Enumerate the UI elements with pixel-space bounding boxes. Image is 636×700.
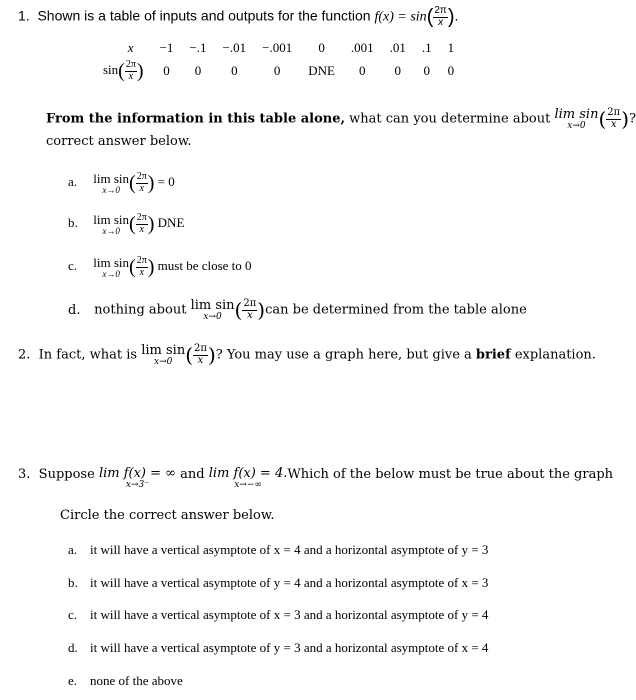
table-cell: 1 bbox=[447, 40, 455, 55]
table-cell: .001 bbox=[350, 40, 374, 55]
q1-question-line2: correct answer below. bbox=[46, 134, 192, 149]
table-cell: 0 bbox=[423, 63, 431, 78]
q2-lim: lim sin x→0 bbox=[141, 343, 186, 367]
table-cell: 0 bbox=[394, 63, 402, 78]
q3-number: 3. bbox=[18, 467, 31, 482]
table-cell: −1 bbox=[159, 40, 174, 55]
q3-line: 3. Suppose lim f(x) = ∞ x→3⁻ and lim f(x) = 4. x→−∞ Which of the below must be true about the graph bbox=[18, 466, 614, 490]
table-cell: −.001 bbox=[262, 40, 293, 55]
q1-option-d[interactable]: d. nothing about lim sin x→0 ( $\frac{2\pi}{x}$ )can be determined from the table alone bbox=[68, 298, 527, 322]
table-cell: .1 bbox=[421, 40, 432, 55]
q2-line: 2. In fact, what is lim sin x→0 ( $\frac{2\pi}{x}$ )? You may use a graph here, but give a brief explanation. bbox=[18, 343, 596, 367]
q3-option-a[interactable]: a. it will have a vertical asymptote of x = 4 and a horizontal asymptote of y = 3 bbox=[68, 542, 489, 557]
q3-option-c[interactable]: c. it will have a vertical asymptote of x = 3 and a horizontal asymptote of y = 4 bbox=[68, 607, 489, 622]
table-sin-label: sin( $\frac{2\pi}{x}$ ) bbox=[103, 59, 144, 82]
q1-func: f(x) = sin bbox=[374, 9, 427, 25]
q1-option-a[interactable]: a. lim sin x→0 ( $\frac{2\pi}{x}$ ) = 0 bbox=[68, 171, 175, 195]
q1-option-b[interactable]: b. lim sin x→0 ( $\frac{2\pi}{x}$ ) DNE bbox=[68, 212, 185, 236]
q1-stem-line: 1. Shown is a table of inputs and outputs for the function f(x) = sin( $\frac{2\pi}{x}$ ). bbox=[18, 5, 459, 28]
q3-option-d[interactable]: d. it will have a vertical asymptote of y = 3 and a horizontal asymptote of x = 4 bbox=[68, 640, 489, 655]
q2-bold: brief bbox=[475, 347, 511, 363]
table-cell: .01 bbox=[389, 40, 406, 55]
q3-lim2: lim f(x) = 4. x→−∞ bbox=[208, 466, 288, 490]
table-x-label: x bbox=[127, 40, 134, 55]
q1-option-c[interactable]: c. lim sin x→0 ( $\frac{2\pi}{x}$ ) must be close to 0 bbox=[68, 255, 252, 279]
table-cell: 0 bbox=[273, 63, 281, 78]
q1-table bbox=[95, 38, 462, 84]
q3-option-e[interactable]: e. none of the above bbox=[68, 673, 183, 688]
q3-lim1: lim f(x) = ∞ x→3⁻ bbox=[98, 466, 176, 490]
q1-question-line: From the information in this table alone, what can you determine about lim sin x→0 ( $\frac{2\pi}{x}$ )? bbox=[46, 107, 636, 131]
table-row-sin bbox=[95, 58, 462, 84]
table-cell: 0 bbox=[318, 40, 325, 55]
q1-question-rest: what can you determine about bbox=[349, 111, 551, 127]
q1-number: 1. bbox=[18, 7, 30, 24]
q2-number: 2. bbox=[18, 347, 31, 363]
table-row-x bbox=[95, 38, 462, 58]
table-cell: DNE bbox=[308, 63, 335, 78]
table-cell: 0 bbox=[194, 63, 202, 78]
table-cell: 0 bbox=[231, 63, 238, 78]
q1-fraction: $\frac{2\pi}{x}$ bbox=[434, 5, 447, 28]
q1-question-bold: From the information in this table alone, bbox=[46, 111, 346, 127]
table-cell: 0 bbox=[359, 63, 366, 78]
table-cell: 0 bbox=[447, 63, 455, 78]
q3-option-b[interactable]: b. it will have a vertical asymptote of y = 4 and a horizontal asymptote of x = 3 bbox=[68, 575, 489, 590]
table-cell: −.01 bbox=[222, 40, 247, 55]
q1-question-lim: lim sin x→0 bbox=[554, 107, 599, 131]
q3-instruction: Circle the correct answer below. bbox=[60, 508, 275, 523]
table-cell: 0 bbox=[163, 63, 170, 78]
table-cell: −.1 bbox=[189, 40, 207, 55]
q1-stem: Shown is a table of inputs and outputs for the function bbox=[37, 7, 371, 24]
